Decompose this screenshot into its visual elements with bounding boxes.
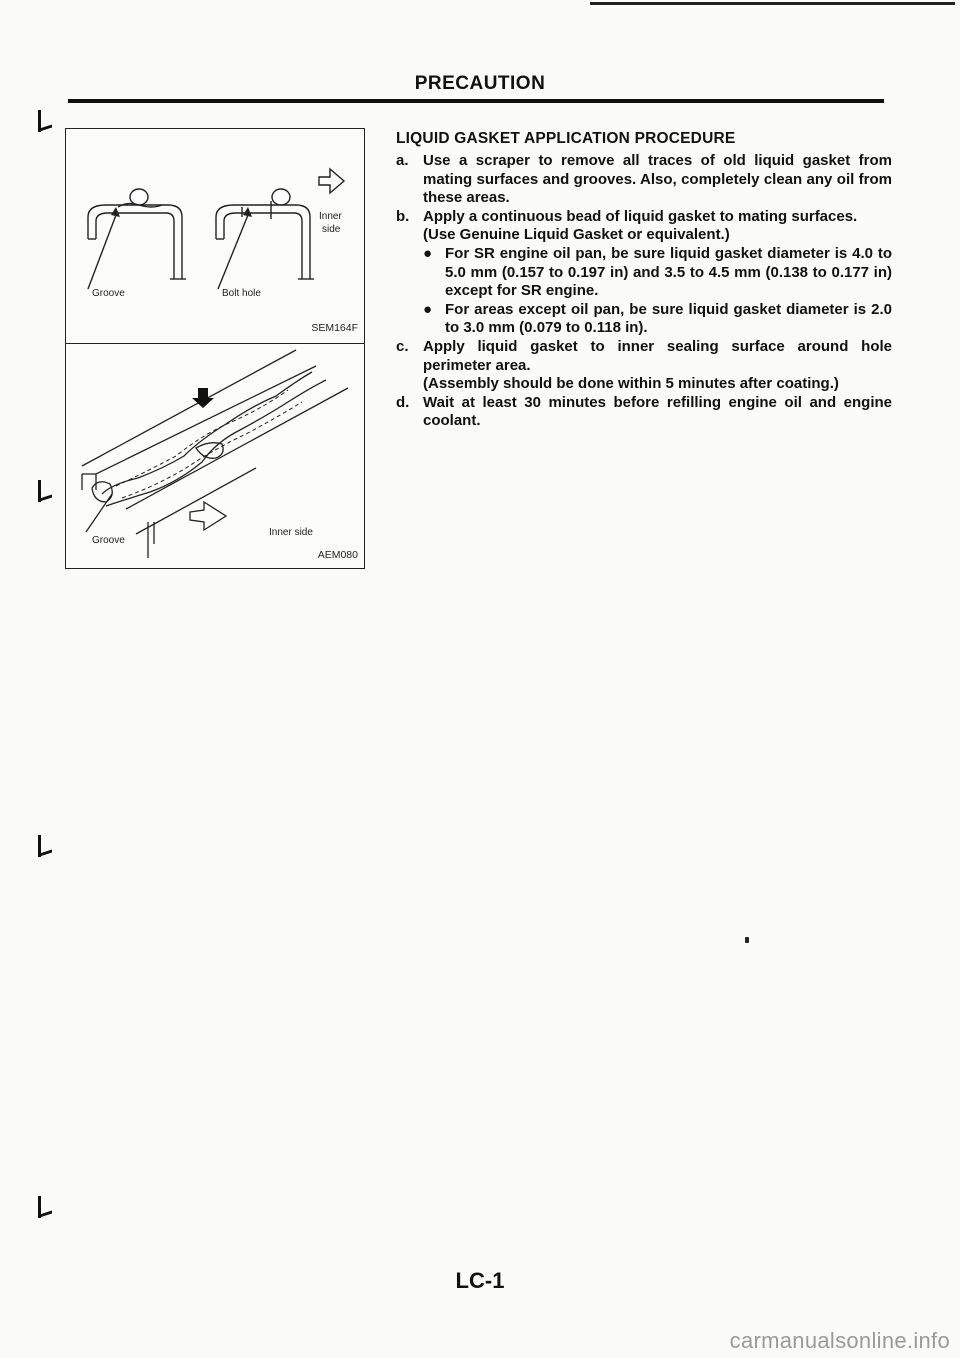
step-d (396, 394, 892, 431)
bullet-item (423, 245, 892, 301)
step-a (396, 152, 892, 208)
figure-sem164f (65, 128, 365, 344)
side-label: side (322, 224, 341, 235)
bolt-hole-label: Bolt hole (222, 288, 261, 299)
bullet-item (423, 301, 892, 338)
inner-side-label: Inner side (269, 527, 313, 538)
figure-code: SEM164F (311, 322, 358, 334)
step-marker: d. (396, 393, 410, 411)
bullet-text: For SR engine oil pan, be sure liquid gasket diameter is 4.0 to 5.0 mm (0.157 to 0.197 in) and 3.5 to 4.5 mm (0.138 to 0.177 in) except for SR engine. (445, 244, 892, 300)
groove-label: Groove (92, 535, 125, 546)
bullet-dot-icon: ● (423, 244, 433, 262)
print-speck (745, 937, 749, 943)
binder-mark (38, 480, 52, 502)
groove-label: Groove (92, 288, 125, 299)
step-text: Apply liquid gasket to inner sealing surface around hole perimeter area. (423, 337, 892, 374)
header-rule (68, 99, 884, 103)
step-marker: a. (396, 152, 409, 169)
step-text: Wait at least 30 minutes before refilling engine oil and engine coolant. (423, 393, 892, 430)
step-marker: b. (396, 207, 410, 225)
step-note: (Use Genuine Liquid Gasket or equivalent.) (423, 226, 730, 244)
step-marker: c. (396, 337, 409, 355)
binder-mark (38, 110, 52, 132)
section-title: LIQUID GASKET APPLICATION PROCEDURE (396, 130, 736, 147)
top-edge-rule (590, 2, 955, 5)
step-text: Apply a continuous bead of liquid gasket to mating surfaces. (423, 207, 858, 225)
procedure-section (396, 130, 892, 431)
step-text: Use a scraper to remove all traces of old liquid gasket from mating surfaces and grooves. Also, completely clean any oil from these areas. (423, 152, 892, 207)
step-c (396, 338, 892, 394)
gasket-cross-section-diagram (66, 129, 364, 343)
binder-mark (38, 835, 52, 857)
page-number: LC-1 (455, 1268, 505, 1293)
page-title: PRECAUTION (414, 73, 546, 94)
step-note: (Assembly should be done within 5 minutes after coating.) (423, 375, 839, 393)
watermark: carmanualsonline.info (729, 1328, 950, 1353)
inner-label: Inner (319, 211, 342, 222)
bullet-text: For areas except oil pan, be sure liquid gasket diameter is 2.0 to 3.0 mm (0.079 to 0.118 in). (445, 300, 892, 337)
bullet-dot-icon: ● (423, 300, 433, 318)
figure-code: AEM080 (317, 549, 358, 561)
binder-mark (38, 1196, 52, 1218)
step-b (396, 208, 892, 338)
figure-aem080 (65, 343, 365, 569)
